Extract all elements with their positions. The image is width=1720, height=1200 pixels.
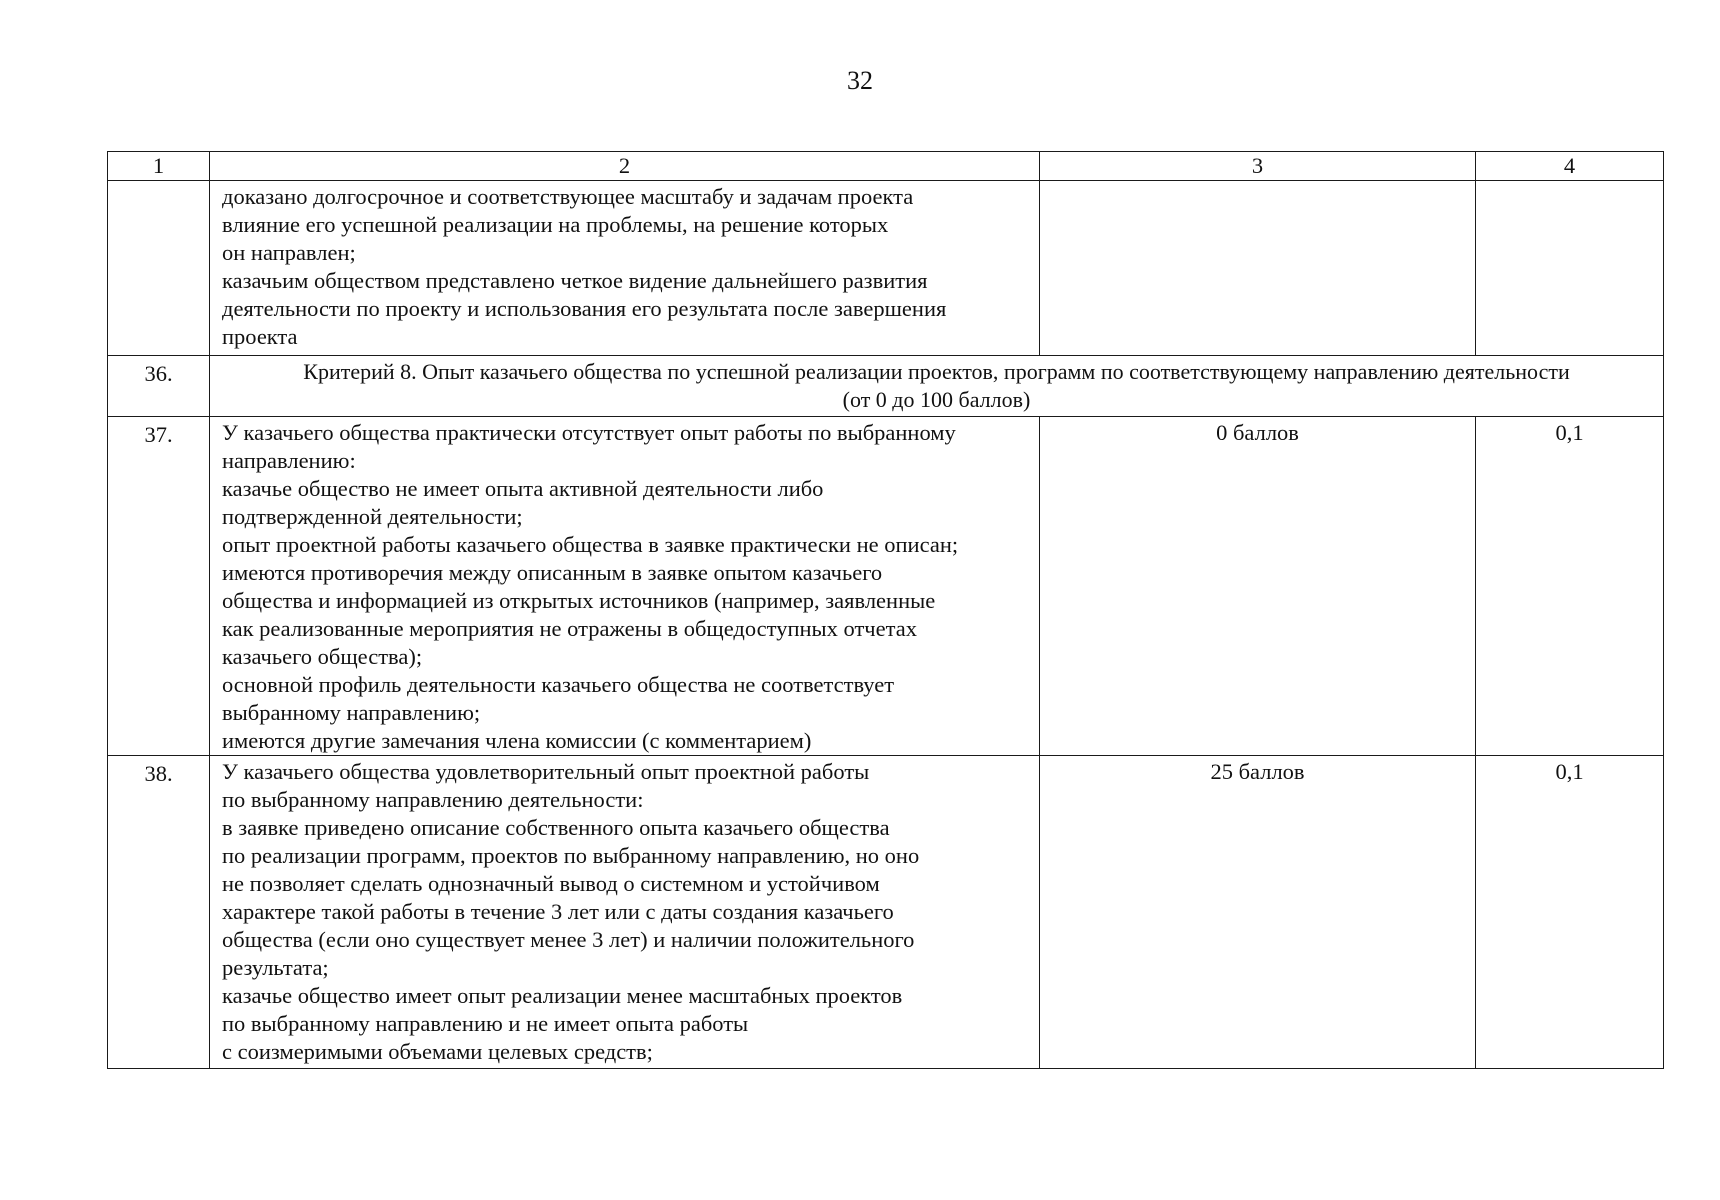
- row-number: 36.: [108, 356, 210, 417]
- header-col-3: 3: [1040, 152, 1476, 181]
- header-col-4: 4: [1476, 152, 1664, 181]
- text-line: по выбранному направлению и не имеет опыта работы: [222, 1011, 749, 1036]
- text-line: не позволяет сделать однозначный вывод о системном и устойчивом: [222, 871, 880, 896]
- text-line: направлению:: [222, 448, 356, 473]
- text-line: результата;: [222, 955, 329, 980]
- table-row-continuation: [108, 181, 1664, 356]
- page-number: 32: [847, 66, 873, 95]
- text-line: в заявке приведено описание собственного опыта казачьего общества: [222, 815, 890, 840]
- row-weight: 0,1: [1476, 417, 1664, 756]
- row-weight: 0,1: [1476, 756, 1664, 1069]
- criteria-table: [107, 151, 1664, 1069]
- row-score: 0 баллов: [1040, 417, 1476, 756]
- text-line: имеются другие замечания члена комиссии (с комментарием): [222, 728, 812, 753]
- table-row-38: [108, 756, 1664, 1069]
- text-line: доказано долгосрочное и соответствующее масштабу и задачам проекта: [222, 184, 914, 209]
- text-line: казачье общество не имеет опыта активной деятельности либо: [222, 476, 824, 501]
- text-line: казачье общество имеет опыт реализации менее масштабных проектов: [222, 983, 903, 1008]
- criterion-range: (от 0 до 100 баллов): [842, 387, 1031, 412]
- text-line: влияние его успешной реализации на проблемы, на решение которых: [222, 212, 889, 237]
- header-col-2: 2: [210, 152, 1040, 181]
- text-line: У казачьего общества удовлетворительный опыт проектной работы: [222, 759, 870, 784]
- text-line: основной профиль деятельности казачьего общества не соответствует: [222, 672, 895, 697]
- criterion-title: Критерий 8. Опыт казачьего общества по успешной реализации проектов, программ по соответствующему направлению деятельности: [303, 359, 1570, 384]
- row-number: 38.: [108, 756, 210, 1069]
- row-number: 37.: [108, 417, 210, 756]
- row-description: [210, 181, 1040, 356]
- row-score: [1040, 181, 1476, 356]
- text-line: общества (если оно существует менее 3 лет) и наличии положительного: [222, 927, 915, 952]
- text-line: имеются противоречия между описанным в заявке опытом казачьего: [222, 560, 883, 585]
- text-line: по выбранному направлению деятельности:: [222, 787, 644, 812]
- row-number: [108, 181, 210, 356]
- table-header-row: [108, 152, 1664, 181]
- text-line: по реализации программ, проектов по выбранному направлению, но оно: [222, 843, 920, 868]
- text-line: с соизмеримыми объемами целевых средств;: [222, 1039, 653, 1064]
- criterion-heading: [210, 356, 1664, 417]
- text-line: он направлен;: [222, 240, 356, 265]
- text-line: проекта: [222, 324, 298, 349]
- text-line: У казачьего общества практически отсутствует опыт работы по выбранному: [222, 420, 956, 445]
- row-description: [210, 756, 1040, 1069]
- text-line: казачьего общества);: [222, 644, 423, 669]
- header-col-1: 1: [108, 152, 210, 181]
- text-line: общества и информацией из открытых источников (например, заявленные: [222, 588, 936, 613]
- text-line: опыт проектной работы казачьего общества в заявке практически не описан;: [222, 532, 959, 557]
- text-line: казачьим обществом представлено четкое видение дальнейшего развития: [222, 268, 928, 293]
- text-line: выбранному направлению;: [222, 700, 481, 725]
- table-row-37: [108, 417, 1664, 756]
- row-weight: [1476, 181, 1664, 356]
- table-row-criterion-8: [108, 356, 1664, 417]
- text-line: подтвержденной деятельности;: [222, 504, 523, 529]
- text-line: деятельности по проекту и использования его результата после завершения: [222, 296, 947, 321]
- row-description: [210, 417, 1040, 756]
- text-line: характере такой работы в течение 3 лет или с даты создания казачьего: [222, 899, 894, 924]
- text-line: как реализованные мероприятия не отражены в общедоступных отчетах: [222, 616, 917, 641]
- row-score: 25 баллов: [1040, 756, 1476, 1069]
